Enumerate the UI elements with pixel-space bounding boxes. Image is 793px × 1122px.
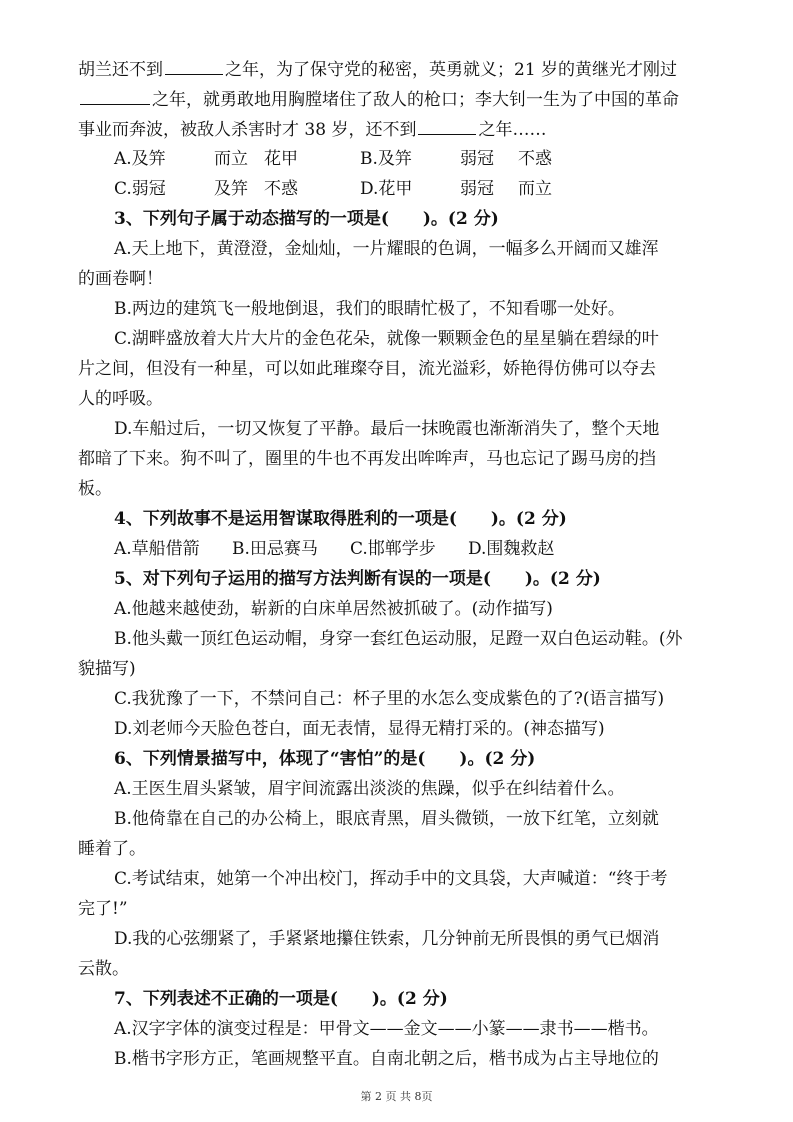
option-word: 而立: [518, 179, 552, 199]
option-text: 板。: [78, 479, 112, 499]
text-span: 之年……: [478, 120, 547, 140]
option-text: D.围魏救赵: [468, 539, 555, 559]
option-text: D.刘老师今天脸色苍白，面无表情，显得无精打采的。(神态描写): [114, 719, 605, 739]
text-span: 之年，为了保守党的秘密，英勇就义；21 岁的黄继光才刚过: [225, 60, 678, 80]
option-text: D.车船过后，一切又恢复了平静。最后一抹晚霞也渐渐消失了，整个天地: [114, 419, 660, 439]
option-text: 云散。: [78, 959, 129, 979]
option-text: A.他越来越使劲，崭新的白床单居然被抓破了。(动作描写): [114, 599, 553, 619]
question-stem: 7、下列表述不正确的一项是( )。(2 分): [114, 989, 448, 1009]
option-text: A.汉字字体的演变过程是：甲骨文——金文——小篆——隶书——楷书。: [114, 1019, 659, 1039]
option-text: C.邯郸学步: [350, 539, 436, 559]
option-text: 片之间，但没有一种星，可以如此璀璨夺目，流光溢彩，娇艳得仿佛可以夺去: [78, 359, 656, 379]
option-word: 而立: [214, 149, 248, 169]
text-line: [78, 84, 718, 114]
option-word: 不惑: [518, 149, 552, 169]
option-row: [78, 534, 718, 564]
option-label: A.及笄: [114, 149, 166, 169]
option-text: B.田忌赛马: [232, 539, 318, 559]
option-word: 弱冠: [460, 179, 494, 199]
option-text: A.王医生眉头紧皱，眉宇间流露出淡淡的焦躁，似乎在纠结着什么。: [114, 779, 625, 799]
text-span: 胡兰还不到: [78, 60, 163, 80]
question-stem: 3、下列句子属于动态描写的一项是( )。(2 分): [114, 209, 499, 229]
option-text: C.考试结束，她第一个冲出校门，挥动手中的文具袋，大声喊道：“终于考: [114, 869, 668, 889]
option-word: 及笄: [214, 179, 248, 199]
fill-in-blank: [165, 54, 223, 75]
option-text: 貌描写): [78, 659, 136, 679]
option-text: D.我的心弦绷紧了，手紧紧地攥住铁索，几分钟前无所畏惧的勇气已烟消: [114, 929, 660, 949]
option-text: A.草船借箭: [114, 539, 200, 559]
option-text: 睡着了。: [78, 839, 146, 859]
fill-in-blank: [418, 114, 476, 135]
option-text: C.我犹豫了一下，不禁问自己：杯子里的水怎么变成紫色的了?(语言描写): [114, 689, 665, 709]
question-stem: 6、下列情景描写中，体现了“害怕”的是( )。(2 分): [114, 749, 536, 769]
option-text: 都暗了下来。狗不叫了，圈里的牛也不再发出哞哞声，马也忘记了踢马房的挡: [78, 449, 656, 469]
text-line: [78, 54, 718, 84]
question-stem: 4、下列故事不是运用智谋取得胜利的一项是( )。(2 分): [114, 509, 567, 529]
question-stem: 5、对下列句子运用的描写方法判断有误的一项是( )。(2 分): [114, 569, 601, 589]
option-text: B.他倚靠在自己的办公椅上，眼底青黑，眉头微锁，一放下红笔，立刻就: [114, 809, 659, 829]
text-line: [78, 114, 718, 144]
option-text: B.楷书字形方正，笔画规整平直。自南北朝之后，楷书成为占主导地位的: [114, 1049, 659, 1069]
option-row: [78, 174, 718, 204]
option-text: 完了!”: [78, 899, 128, 919]
option-row: [78, 144, 718, 174]
option-label: D.花甲: [360, 179, 413, 199]
page-footer: 第 2 页 共 8页: [360, 1090, 433, 1103]
option-text: A.天上地下，黄澄澄，金灿灿，一片耀眼的色调，一幅多么开阔而又雄浑: [114, 239, 659, 259]
option-text: C.湖畔盛放着大片大片的金色花朵，就像一颗颗金色的星星躺在碧绿的叶: [114, 329, 659, 349]
option-text: 人的呼吸。: [78, 389, 163, 409]
fill-in-blank: [80, 84, 150, 105]
option-text: B.他头戴一顶红色运动帽，身穿一套红色运动服，足蹬一双白色运动鞋。(外: [114, 629, 683, 649]
option-text: B.两边的建筑飞一般地倒退，我们的眼睛忙极了，不知看哪一处好。: [114, 299, 625, 319]
option-text: 的画卷啊！: [78, 269, 163, 289]
option-label: C.弱冠: [114, 179, 166, 199]
option-word: 不惑: [264, 179, 298, 199]
option-word: 弱冠: [460, 149, 494, 169]
option-label: B.及笄: [360, 149, 412, 169]
page-content: [78, 54, 718, 1074]
text-span: 事业而奔波，被敌人杀害时才 38 岁，还不到: [78, 120, 417, 140]
text-span: 之年，就勇敢地用胸膛堵住了敌人的枪口；李大钊一生为了中国的革命: [152, 90, 679, 110]
option-word: 花甲: [264, 149, 298, 169]
